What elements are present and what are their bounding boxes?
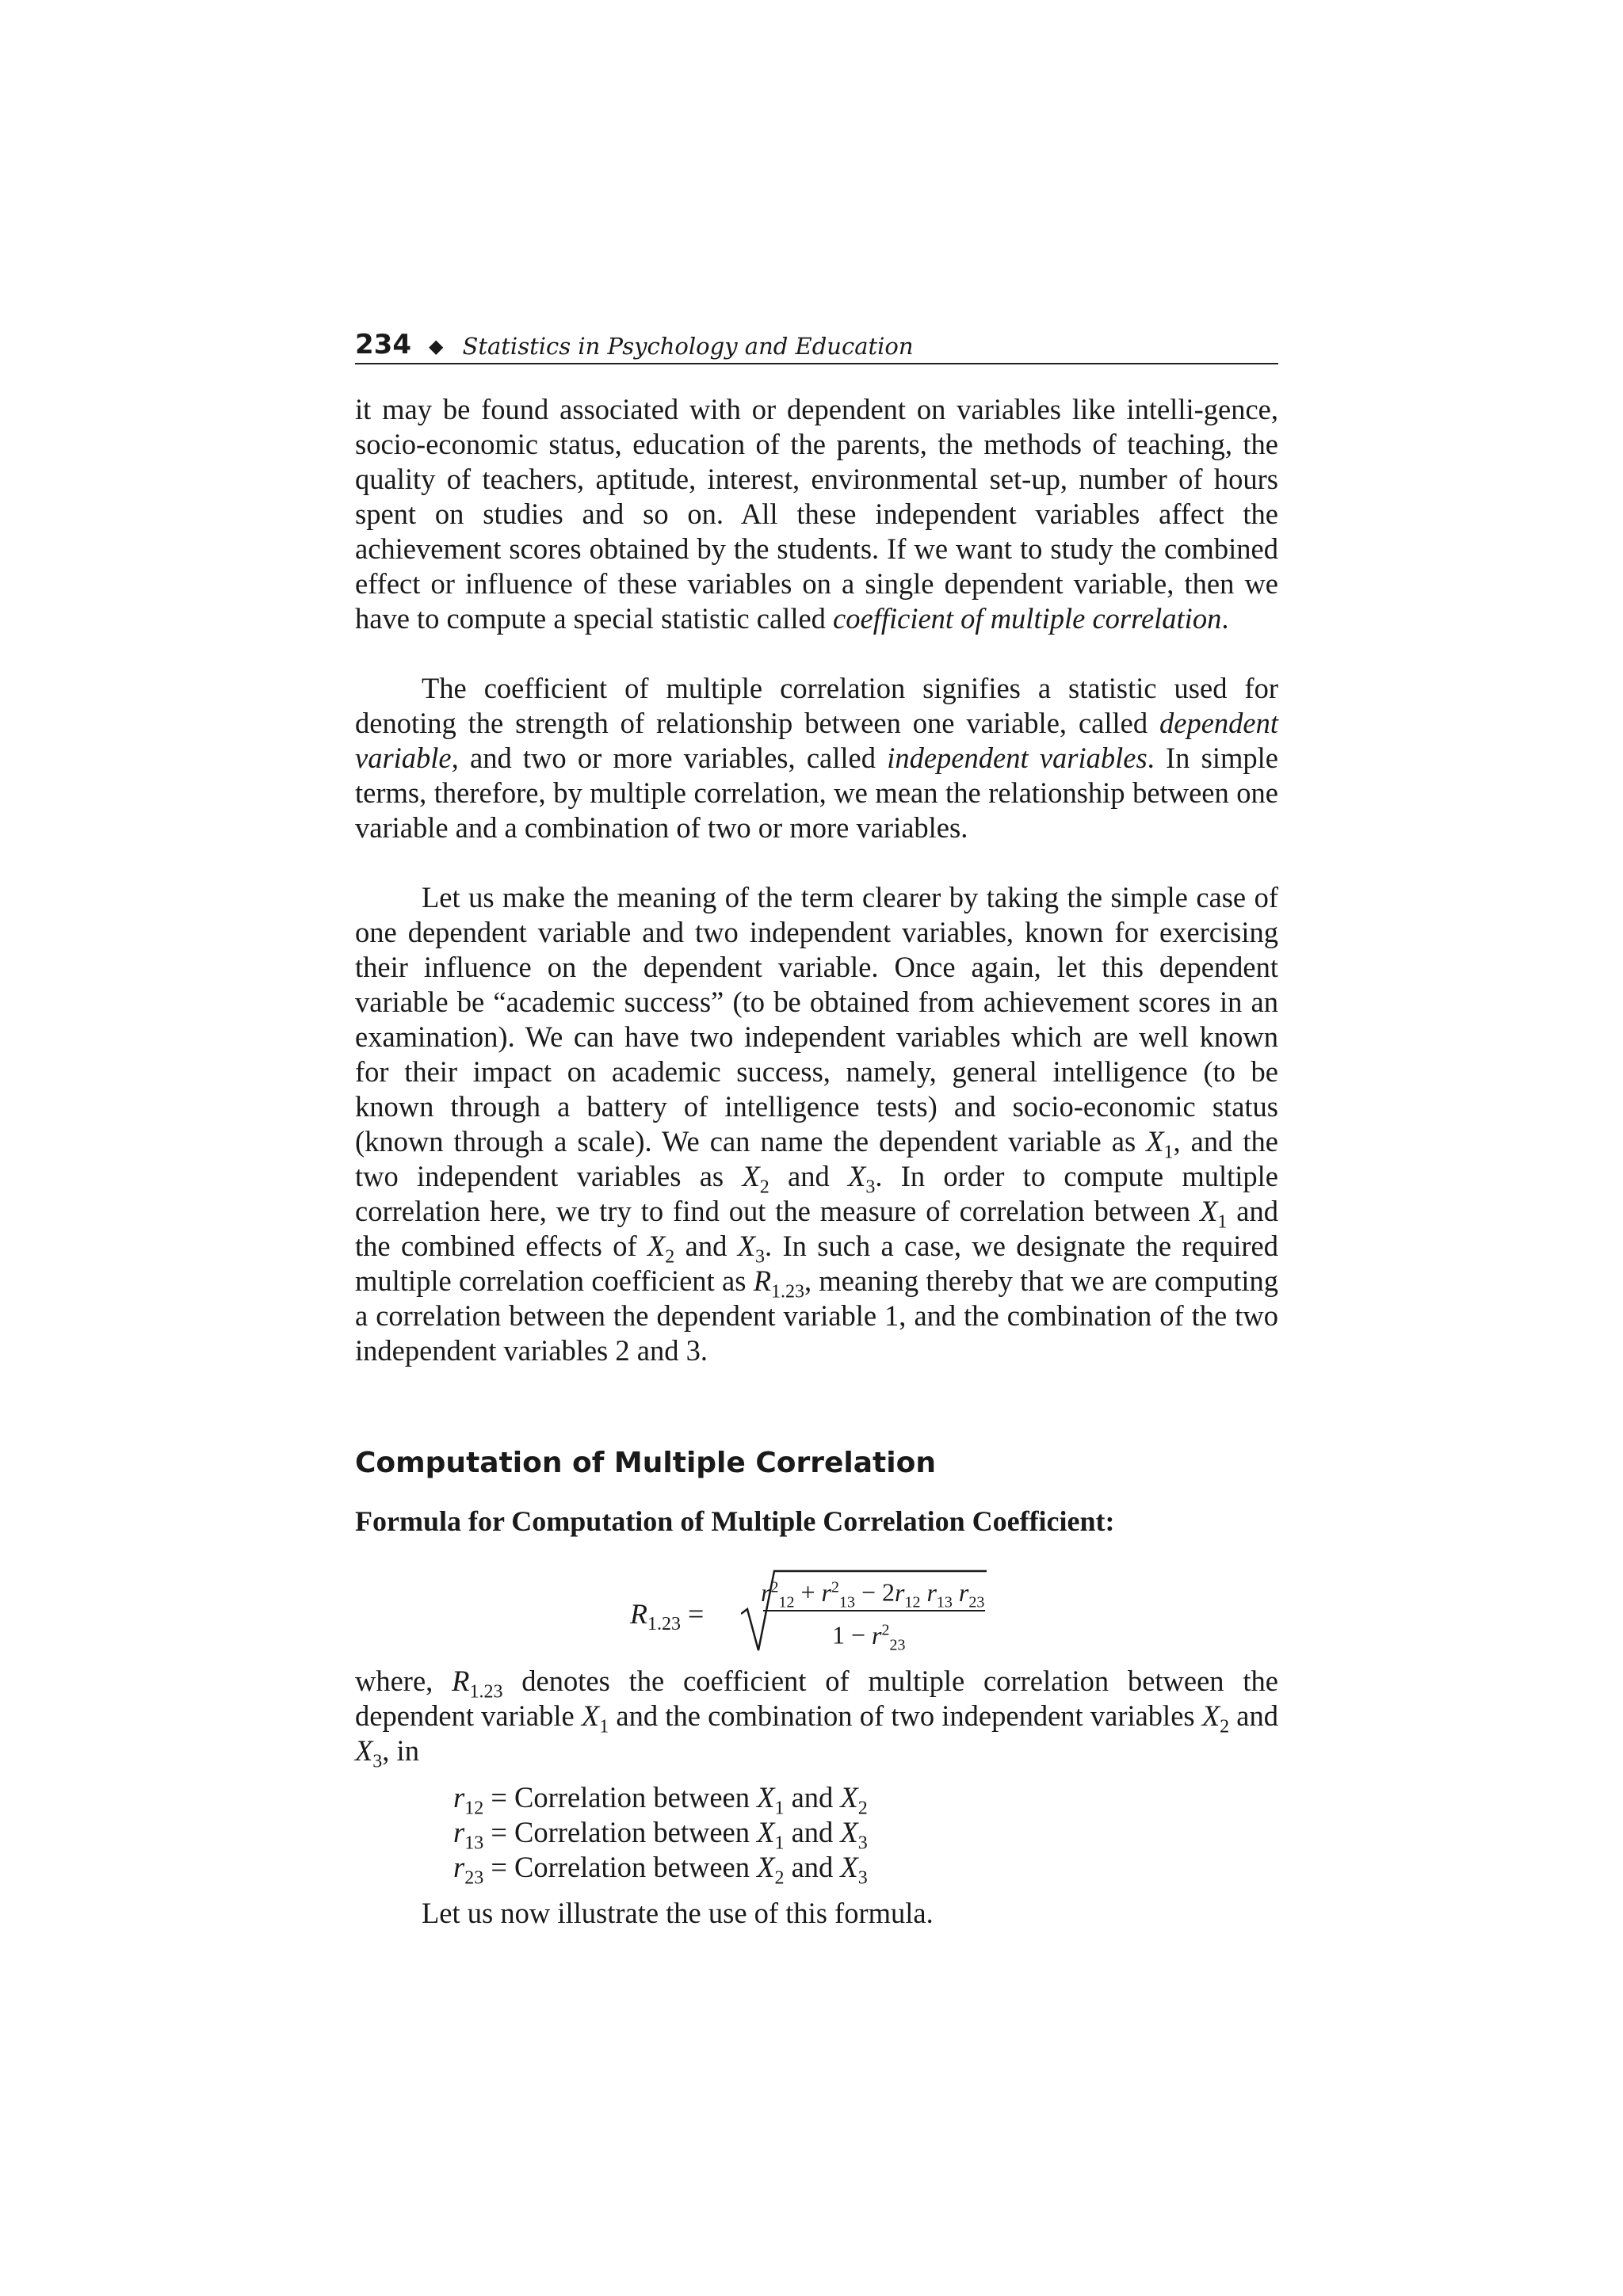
paragraph-2: The coefficient of multiple correlation signifies a statistic used for denoting the strength of relationship between one variable, called dependent variable, and two or more variables, called independent variables. In simple terms, therefore, by multiple correlation, we mean the relationship between one variable and a combination of two or more variables. bbox=[355, 672, 1278, 844]
paragraph-3: Let us make the meaning of the term clearer by taking the simple case of one dependent variable and two independent variables, known for exercising their influence on the dependent variable. Once again, let this dependent variable be “academic success” (to be obtained from achievement scores in an examination). We can have two independent variables which are well known for their impact on academic success, namely, general intelligence (to be known through a battery of intelligence tests) and socio-economic status (known through a scale). We can name the dependent variable as $X_1$, and the two independent variables as $X_2$ and $X_3$. In order to compute multiple correlation here, we try to find out the measure of correlation between $X_1$ and the combined effects of $X_2$ and $X_3$. In such a case, we designate the required multiple correlation coefficient as $R_{1.23}$, meaning thereby that we are computing a correlation between the dependent variable 1, and the combination of the two independent variables 2 and 3. bbox=[355, 881, 1279, 1367]
definition-row: $r_{13}$ = Correlation between $X_1$ and $X_3$ bbox=[453, 1816, 868, 1854]
running-header bbox=[355, 326, 1278, 364]
paragraph-1: it may be found associated with or dependent on variables like intelli-gence, socio-economic status, education of the parents, the methods of teaching, the quality of teachers, aptitude, interest, environmental set-up, number of hours spent on studies and so on. All these independent variables affect the achievement scores obtained by the students. If we want to study the combined effect or influence of these variables on a single dependent variable, then we have to compute a special statistic called coefficient of multiple correlation. bbox=[355, 393, 1278, 635]
page-number: 234 bbox=[355, 329, 411, 360]
where-paragraph: where, $R_{1.23}$ denotes the coefficient of multiple correlation between the dependent variable $X_1$ and the combination of two independent variables $X_2$ and $X_3$, in bbox=[355, 1665, 1279, 1772]
section-heading: Computation of Multiple Correlation bbox=[355, 1447, 936, 1479]
multiple-correlation-formula bbox=[630, 1565, 1002, 1668]
diamond-icon: ◆ bbox=[428, 335, 444, 357]
running-title: Statistics in Psychology and Education bbox=[462, 333, 914, 360]
formula-lhs: $R_{1.23}$ = bbox=[630, 1598, 705, 1635]
definition-row: $r_{23}$ = Correlation between $X_2$ and $X_3$ bbox=[453, 1851, 868, 1889]
formula-heading: Formula for Computation of Multiple Correlation Coefficient: bbox=[355, 1505, 1115, 1537]
emphasis-term: coefficient of multiple correlation bbox=[833, 602, 1222, 635]
definition-row: $r_{12}$ = Correlation between $X_1$ and $X_2$ bbox=[453, 1781, 868, 1819]
definitions-list bbox=[453, 1780, 868, 1889]
formula-numerator: $r^2_{12} + r^2_{13} - 2r_{12}$ $r_{13}$ $r_{23}$ bbox=[761, 1577, 985, 1611]
formula-denominator: $1 - r^2_{23}$ bbox=[832, 1620, 906, 1654]
closing-sentence: Let us now illustrate the use of this formula. bbox=[422, 1897, 934, 1929]
